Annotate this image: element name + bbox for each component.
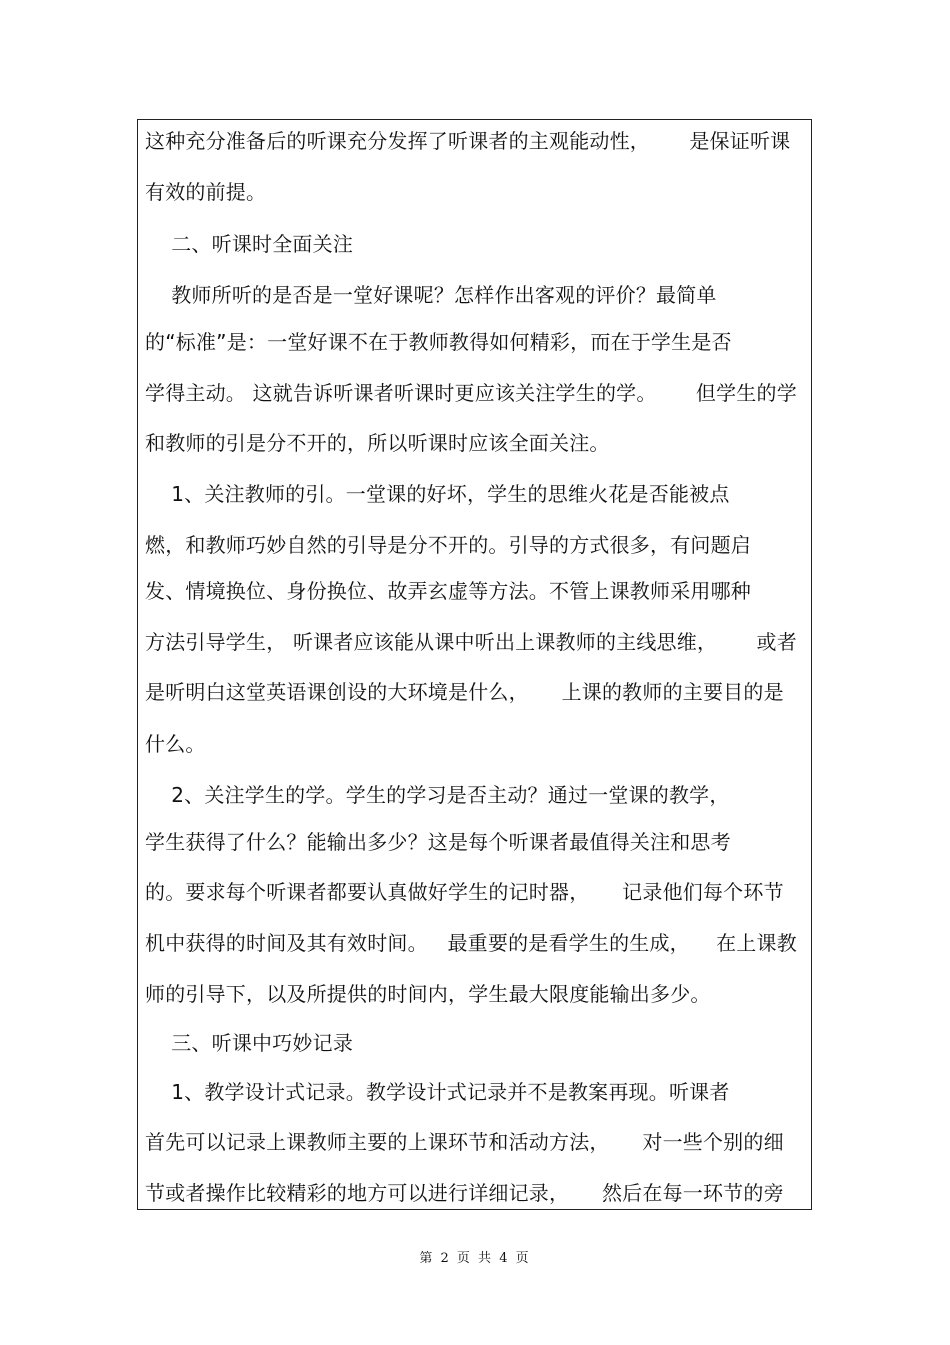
- text-line: 燃，和教师巧妙自然的引导是分不开的。引导的方式很多，有问题启: [145, 533, 751, 557]
- text-line: 学生获得了什么？能输出多少？这是每个听课者最值得关注和思考: [145, 830, 731, 854]
- text-line: 的。要求每个听课者都要认真做好学生的记时器， 记录他们每个环节: [145, 880, 784, 904]
- text-line: 1、关注教师的引。一堂课的好坏，学生的思维火花是否能被点: [145, 482, 730, 506]
- section-heading: 二、听课时全面关注: [145, 232, 354, 256]
- text-line: 这种充分准备后的听课充分发挥了听课者的主观能动性， 是保证听课: [145, 129, 791, 153]
- text-line: 有效的前提。: [145, 180, 267, 204]
- text-line: 师的引导下，以及所提供的时间内，学生最大限度能输出多少。: [145, 982, 711, 1006]
- text-line: 节或者操作比较精彩的地方可以进行详细记录， 然后在每一环节的旁: [145, 1181, 784, 1205]
- text-line: 什么。: [145, 732, 206, 756]
- section-heading: 三、听课中巧妙记录: [145, 1031, 354, 1055]
- text-line: 机中获得的时间及其有效时间。 最重要的是看学生的生成， 在上课教: [145, 931, 797, 955]
- text-line: 学得主动。 这就告诉听课者听课时更应该关注学生的学。 但学生的学: [145, 381, 797, 405]
- text-line: 发、情境换位、身份换位、故弄玄虚等方法。不管上课教师采用哪种: [145, 579, 751, 603]
- text-line: 2、关注学生的学。学生的学习是否主动？通过一堂课的教学，: [145, 783, 730, 807]
- text-line: 和教师的引是分不开的，所以听课时应该全面关注。: [145, 431, 610, 455]
- text-line: 1、教学设计式记录。教学设计式记录并不是教案再现。听课者: [145, 1080, 730, 1104]
- text-line: 的“标准”是：一堂好课不在于教师教得如何精彩，而在于学生是否: [145, 330, 732, 354]
- page-number: 第 2 页 共 4 页: [419, 1251, 531, 1266]
- text-line: 首先可以记录上课教师主要的上课环节和活动方法， 对一些个别的细: [145, 1130, 784, 1154]
- text-line: 教师所听的是否是一堂好课呢？怎样作出客观的评价？最简单: [145, 283, 717, 307]
- text-line: 方法引导学生， 听课者应该能从课中听出上课教师的主线思维， 或者: [145, 630, 797, 654]
- text-line: 是听明白这堂英语课创设的大环境是什么， 上课的教师的主要目的是: [145, 680, 784, 704]
